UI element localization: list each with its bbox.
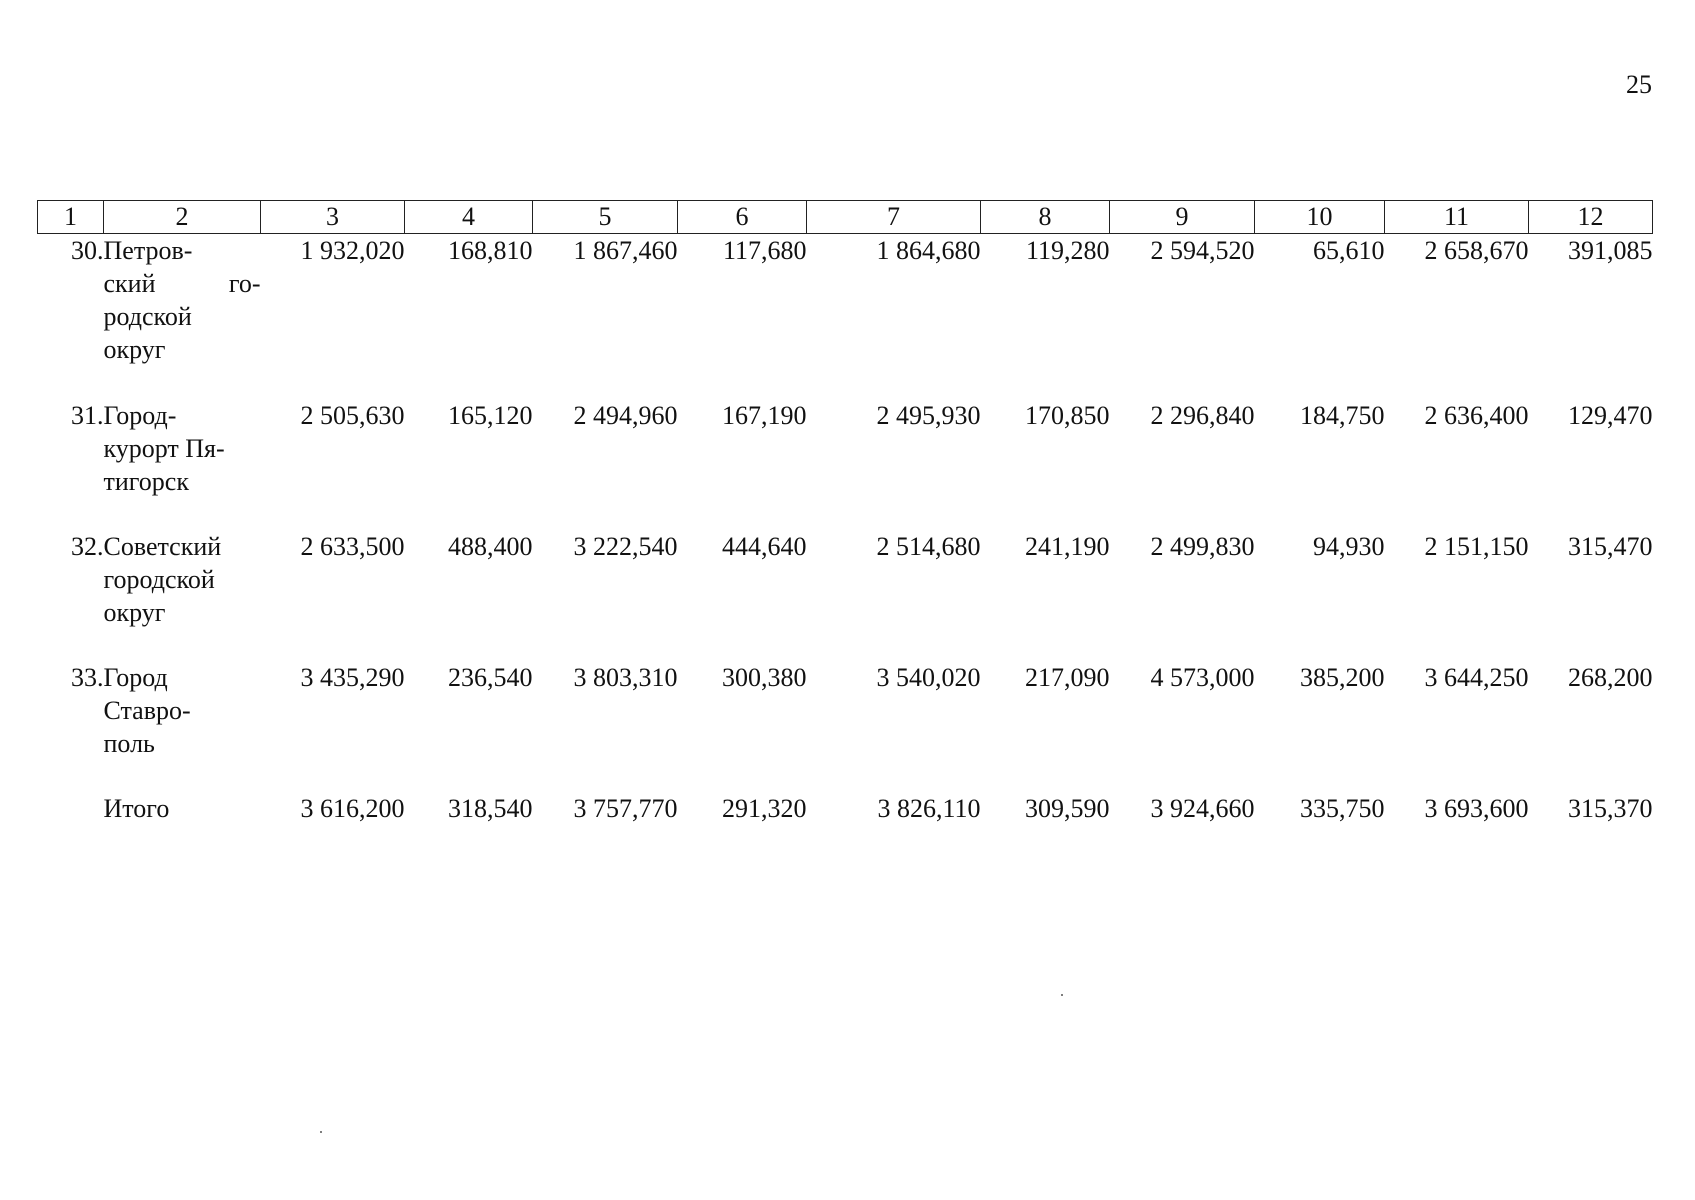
municipality-name [104,661,261,792]
total-value-cell: 315,370 [1568,794,1653,823]
value-cell: 3 222,540 [573,532,678,561]
value-cell: 3 803,310 [573,663,678,692]
municipality-name [104,234,261,400]
value-cell: 167,190 [722,401,807,430]
value-cell: 184,750 [1300,401,1385,430]
column-header: 12 [1529,201,1653,234]
column-number-row [38,201,1653,234]
name-line: поль [103,729,155,758]
row-number: 31. [71,401,104,430]
value-cell: 2 151,150 [1424,532,1529,561]
name-line: родской [103,302,192,331]
total-value-cell: 3 616,200 [300,794,405,823]
table-row [38,530,1653,661]
total-value-cell: 318,540 [448,794,533,823]
name-line: курорт Пя- [103,434,225,463]
value-cell: 2 658,670 [1424,236,1529,265]
value-cell: 119,280 [1025,236,1110,265]
value-cell: 165,120 [448,401,533,430]
name-line: округ [103,335,166,364]
total-value-cell: 291,320 [722,794,807,823]
value-cell: 168,810 [448,236,533,265]
table-row [38,661,1653,792]
value-cell: 1 932,020 [300,236,405,265]
value-cell: 444,640 [722,532,807,561]
value-cell: 2 636,400 [1424,401,1529,430]
total-value-cell: 309,590 [1025,794,1110,823]
row-number: 30. [71,236,104,265]
total-value-cell: 3 757,770 [573,794,678,823]
column-header: 11 [1385,201,1529,234]
column-header: 10 [1255,201,1385,234]
value-cell: 315,470 [1568,532,1653,561]
value-cell: 65,610 [1313,236,1385,265]
value-cell: 3 540,020 [876,663,981,692]
name-line: Петров- [103,236,193,265]
name-line: Город [103,663,168,692]
value-cell: 2 296,840 [1150,401,1255,430]
column-header: 3 [261,201,405,234]
value-cell: 94,930 [1313,532,1385,561]
scan-speck [1061,994,1063,996]
column-header: 9 [1110,201,1255,234]
table-row [38,399,1653,530]
column-header: 8 [981,201,1110,234]
column-header: 6 [678,201,807,234]
value-cell: 488,400 [448,532,533,561]
value-cell: 170,850 [1025,401,1110,430]
value-cell: 1 867,460 [573,236,678,265]
value-cell: 2 514,680 [876,532,981,561]
row-number-empty [38,792,104,832]
row-number: 32. [71,532,104,561]
municipality-name [104,530,261,661]
total-value-cell: 3 826,110 [877,794,981,823]
total-value-cell: 3 693,600 [1424,794,1529,823]
total-value-cell: 3 924,660 [1150,794,1255,823]
name-line: округ [103,598,166,627]
column-header: 5 [533,201,678,234]
value-cell: 2 495,930 [876,401,981,430]
value-cell: 300,380 [722,663,807,692]
value-cell: 4 573,000 [1150,663,1255,692]
name-line: Ставро- [103,696,191,725]
total-value-cell: 335,750 [1300,794,1385,823]
value-cell: 385,200 [1300,663,1385,692]
value-cell: 2 505,630 [300,401,405,430]
total-label: Итого [103,794,170,823]
value-cell: 117,680 [722,236,807,265]
column-header: 4 [405,201,533,234]
value-cell: 2 633,500 [300,532,405,561]
page-number: 25 [1626,70,1652,99]
value-cell: 2 499,830 [1150,532,1255,561]
column-header: 2 [104,201,261,234]
name-line: Город- [103,401,177,430]
value-cell: 1 864,680 [876,236,981,265]
name-line: городской [103,565,215,594]
value-cell: 236,540 [448,663,533,692]
data-table [37,200,1653,832]
scan-speck [320,1131,322,1133]
column-header: 1 [38,201,104,234]
column-header: 7 [807,201,981,234]
value-cell: 3 644,250 [1424,663,1529,692]
value-cell: 129,470 [1568,401,1653,430]
table-row [38,234,1653,400]
value-cell: 391,085 [1568,236,1653,265]
value-cell: 3 435,290 [300,663,405,692]
name-line: ский го- [103,269,261,298]
value-cell: 2 594,520 [1150,236,1255,265]
value-cell: 2 494,960 [573,401,678,430]
value-cell: 217,090 [1025,663,1110,692]
value-cell: 241,190 [1025,532,1110,561]
value-cell: 268,200 [1568,663,1653,692]
total-row [38,792,1653,832]
name-line: Советский [103,532,222,561]
municipality-name [104,399,261,530]
name-line: тигорск [103,467,189,496]
row-number: 33. [71,663,104,692]
